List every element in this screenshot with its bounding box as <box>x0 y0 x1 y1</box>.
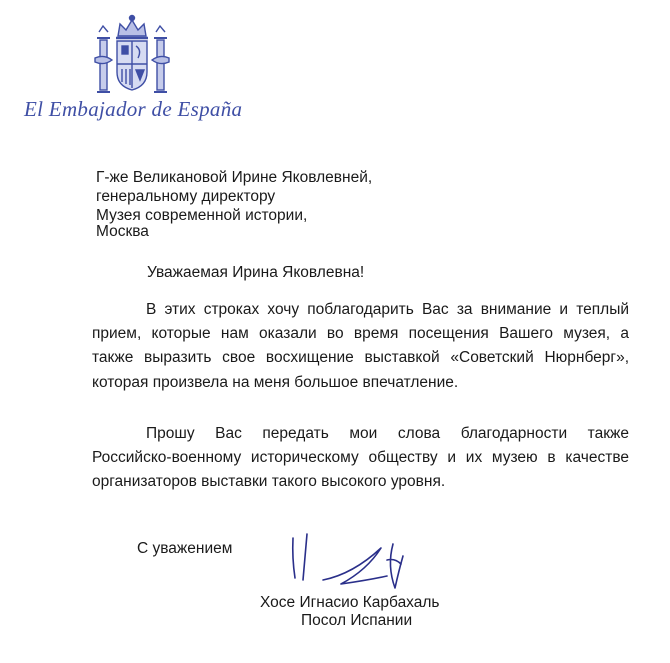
letterhead-title: El Embajador de España <box>24 97 243 121</box>
coat-of-arms-icon <box>92 14 172 100</box>
paragraph-line: также выразить свое восхищение выставкой «Советский Нюрнберг», <box>92 349 629 367</box>
body-paragraph-2 <box>92 422 629 495</box>
handwritten-signature <box>283 530 413 600</box>
recipient-line-3: Музея современной истории, <box>96 207 308 224</box>
paragraph-line: которая произвела на меня большое впечатление. <box>92 373 459 391</box>
recipient-line-4: Москва <box>96 223 149 240</box>
paragraph-line: организаторов выставки такого высокого уровня. <box>92 473 446 491</box>
recipient-line-2: генеральному директору <box>96 188 276 205</box>
paragraph-line: Российско-военному историческому обществу и их музею в качестве <box>92 449 629 467</box>
signatory-title: Посол Испании <box>301 612 413 629</box>
body-paragraph-1 <box>92 298 629 395</box>
recipient-line-1: Г-же Великановой Ирине Яковлевней, <box>96 169 373 186</box>
paragraph-line: Прошу Вас передать мои слова благодарности также <box>146 425 629 442</box>
paragraph-line: прием, которые нам оказали во время посещения Вашего музея, а <box>92 325 629 343</box>
closing-phrase: С уважением <box>137 540 233 557</box>
paragraph-line: В этих строках хочу поблагодарить Вас за внимание и теплый <box>146 301 629 318</box>
signatory-name: Хосе Игнасио Карбахаль <box>260 594 440 611</box>
salutation: Уважаемая Ирина Яковлевна! <box>147 264 365 281</box>
